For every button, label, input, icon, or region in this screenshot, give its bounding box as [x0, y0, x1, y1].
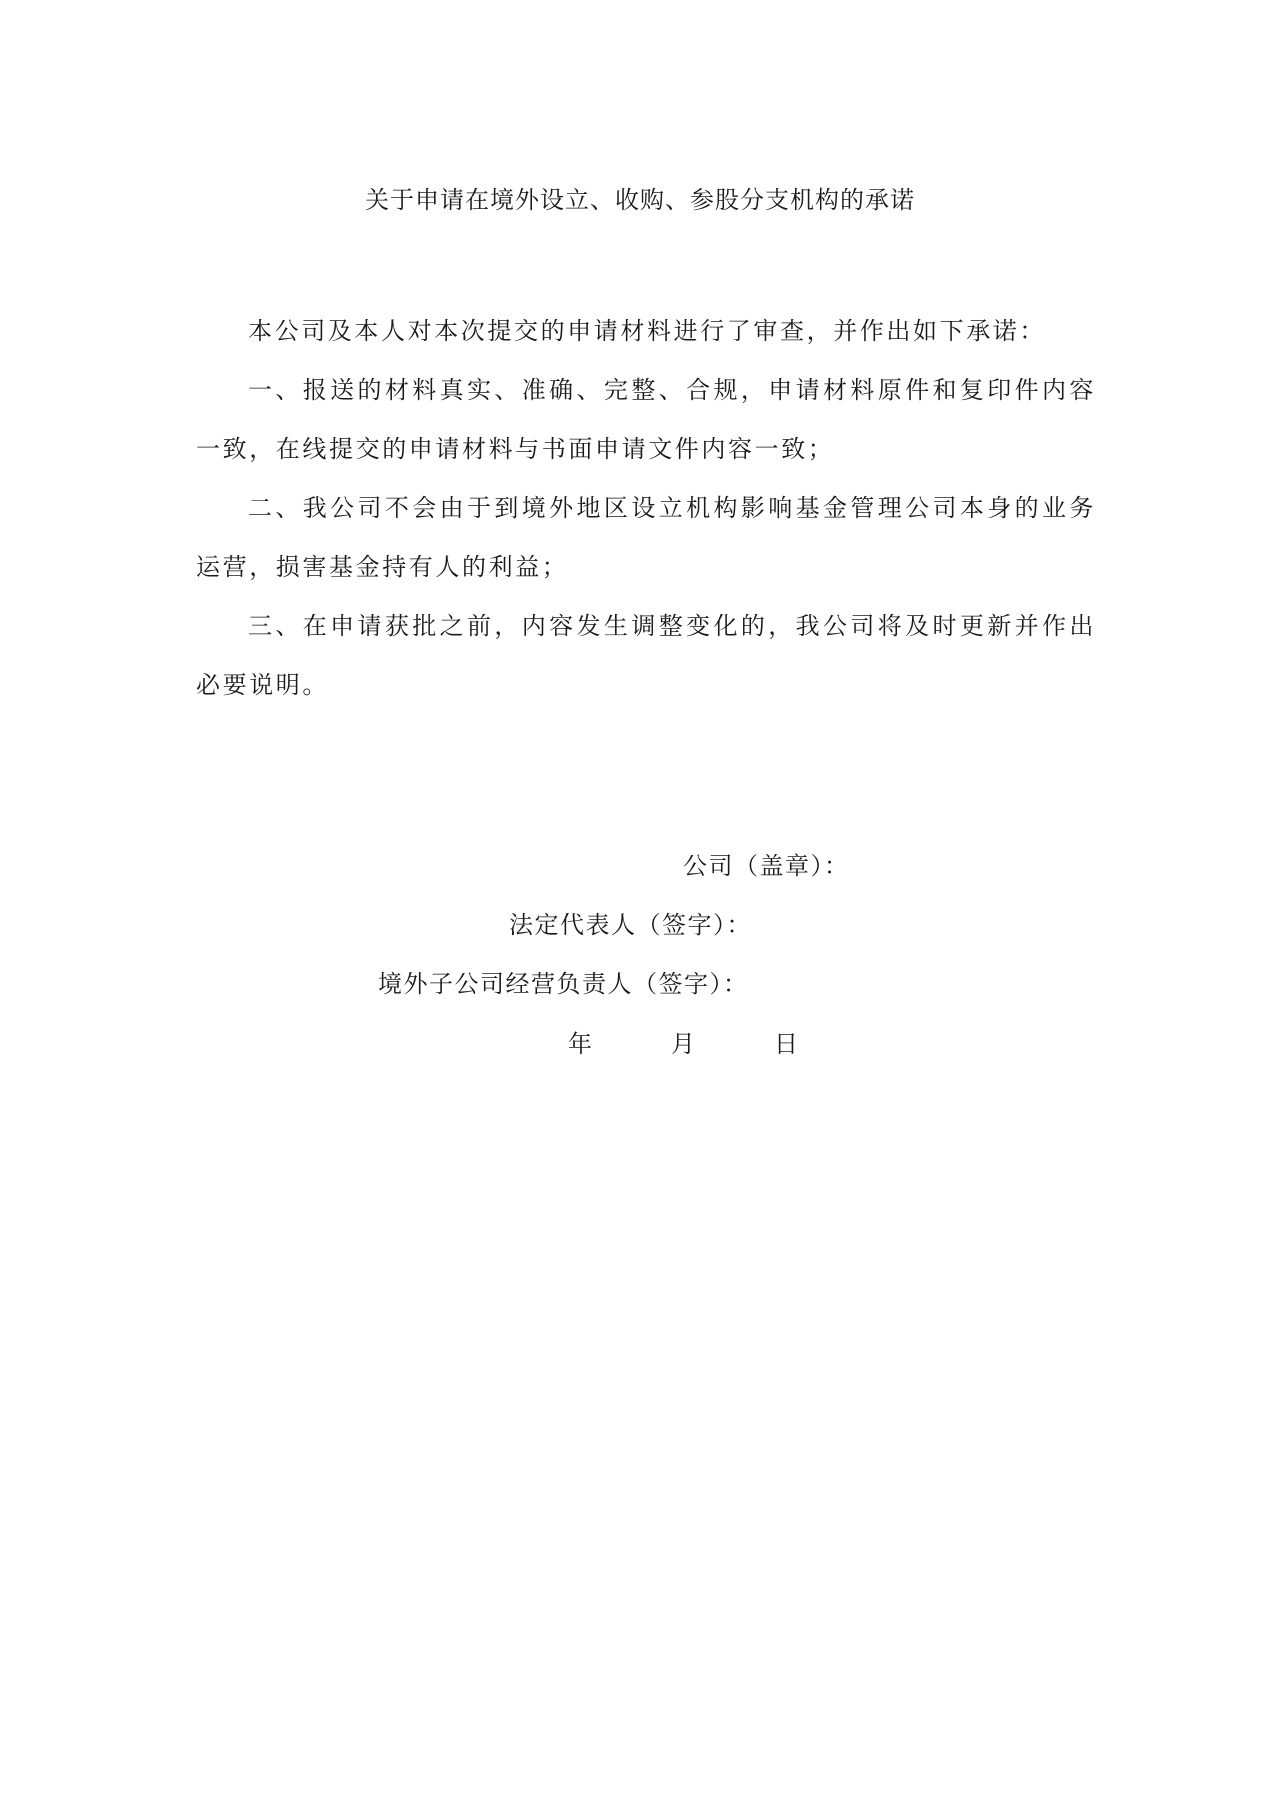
paragraph-commitment-3: 三、在申请获批之前，内容发生调整变化的，我公司将及时更新并作出必要说明。 — [196, 612, 1096, 699]
signature-company-seal: 公司（盖章）： — [683, 852, 850, 880]
document-body — [196, 302, 1096, 715]
signature-legal-representative: 法定代表人（签字）： — [509, 911, 752, 939]
paragraph-intro: 本公司及本人对本次提交的申请材料进行了审查，并作出如下承诺： — [248, 317, 1046, 345]
paragraph-commitment-1: 一、报送的材料真实、准确、完整、合规，申请材料原件和复印件内容一致，在线提交的申请材料与书面申请文件内容一致； — [196, 376, 1096, 463]
date-month-label: 月 — [671, 1030, 695, 1058]
date-year-label: 年 — [568, 1030, 592, 1058]
paragraph-commitment-2: 二、我公司不会由于到境外地区设立机构影响基金管理公司本身的业务运营，损害基金持有人的利益； — [196, 494, 1096, 581]
signature-overseas-manager: 境外子公司经营负责人（签字）： — [378, 970, 749, 998]
document-title: 关于申请在境外设立、收购、参股分支机构的承诺 — [365, 186, 915, 214]
date-day-label: 日 — [774, 1030, 798, 1058]
